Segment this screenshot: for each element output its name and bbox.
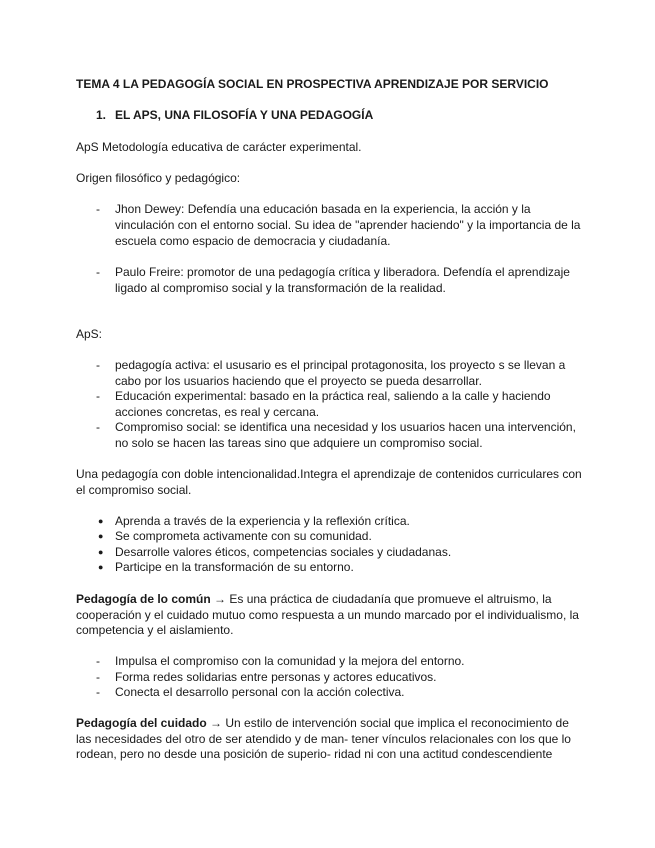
aps-definition: ApS Metodología educativa de carácter experimental.: [76, 140, 362, 154]
dash-bullet: -: [96, 202, 100, 216]
bullet-dot: ●: [98, 516, 104, 526]
dash-bullet: -: [96, 389, 100, 403]
list-item-text: Participe en la transformación de su entorno.: [115, 560, 354, 574]
bullet-dot: ●: [98, 531, 104, 541]
arrow: →: [206, 716, 226, 730]
list-item-line: Educación experimental: basado en la práctica real, saliendo a la calle y haciendo: [115, 389, 551, 403]
list-item-line: acciones concretas, es real y cercana.: [115, 405, 320, 419]
bullet-dot: ●: [98, 562, 104, 572]
list-item-line: pedagogía activa: el ususario es el principal protagonosita, los proyecto s se llevan a: [115, 358, 566, 372]
dash-bullet: -: [96, 265, 100, 279]
list-item-text: Aprenda a través de la experiencia y la reflexión crítica.: [115, 514, 410, 528]
list-item-text: Desarrolle valores éticos, competencias sociales y ciudadanas.: [115, 545, 452, 559]
list-item-text: Conecta el desarrollo personal con la acción colectiva.: [115, 685, 405, 699]
paragraph-line: rodean, pero no desde una posición de superio- ridad ni con una actitud condescendiente: [76, 747, 553, 761]
dash-bullet: -: [96, 685, 100, 699]
paragraph-line: [76, 715, 569, 731]
list-item-line: no solo se hacen las tareas sino que adquiere un compromiso social.: [115, 436, 483, 450]
list-item-text: Forma redes solidarias entre personas y actores educativos.: [115, 670, 437, 684]
list-item-text: Impulsa el compromiso con la comunidad y la mejora del entorno.: [115, 654, 465, 668]
list-item-line: Jhon Dewey: Defendía una educación basada en la experiencia, la acción y la: [115, 202, 531, 216]
section-title: EL APS, UNA FILOSOFÍA Y UNA PEDAGOGÍA: [115, 108, 374, 122]
origin-heading: Origen filosófico y pedagógico:: [76, 171, 241, 185]
paragraph-line: cooperación y el cuidado mutuo como respuesta a un mundo marcado por el individualismo, la: [76, 608, 579, 622]
list-item-line: ligado al compromiso social y la transformación de la realidad.: [115, 281, 446, 295]
page-title: TEMA 4 LA PEDAGOGÍA SOCIAL EN PROSPECTIVA APRENDIZAJE POR SERVICIO: [76, 77, 549, 91]
list-item-line: Compromiso social: se identifica una necesidad y los usuarios hacen una intervención,: [115, 420, 576, 434]
aps-label: ApS:: [76, 327, 103, 341]
paragraph-text: Es una práctica de ciudadanía que promueve el altruismo, la: [229, 592, 552, 606]
term-bold: Pedagogía de lo común: [76, 592, 211, 606]
list-item-line: escuela como espacio de democracia y ciudadanía.: [115, 234, 391, 248]
arrow: →: [210, 592, 230, 606]
term-bold: Pedagogía del cuidado: [76, 716, 207, 730]
paragraph-line: [76, 591, 552, 607]
dash-bullet: -: [96, 654, 100, 668]
dash-bullet: -: [96, 670, 100, 684]
paragraph-line: Una pedagogía con doble intencionalidad.Integra el aprendizaje de contenidos curriculares con: [76, 467, 582, 481]
paragraph-line: el compromiso social.: [76, 483, 192, 497]
list-item-line: vinculación con el entorno social. Su idea de "aprender haciendo" y la importancia de la: [115, 218, 581, 232]
paragraph-line: las necesidades del otro de ser atendido y de man- tener vínculos relacionales con los que lo: [76, 732, 571, 746]
list-item-line: Paulo Freire: promotor de una pedagogía crítica y liberadora. Defendía el aprendizaje: [115, 265, 570, 279]
dash-bullet: -: [96, 358, 100, 372]
dash-bullet: -: [96, 420, 100, 434]
paragraph-text: Un estilo de intervención social que implica el reconocimiento de: [225, 716, 569, 730]
paragraph-line: competencia y el aislamiento.: [76, 623, 234, 637]
bullet-dot: ●: [98, 547, 104, 557]
section-number: 1.: [96, 108, 107, 122]
list-item-text: Se comprometa activamente con su comunidad.: [115, 529, 372, 543]
list-item-line: cabo por los usuarios haciendo que el proyecto se pueda desarrollar.: [115, 374, 482, 388]
